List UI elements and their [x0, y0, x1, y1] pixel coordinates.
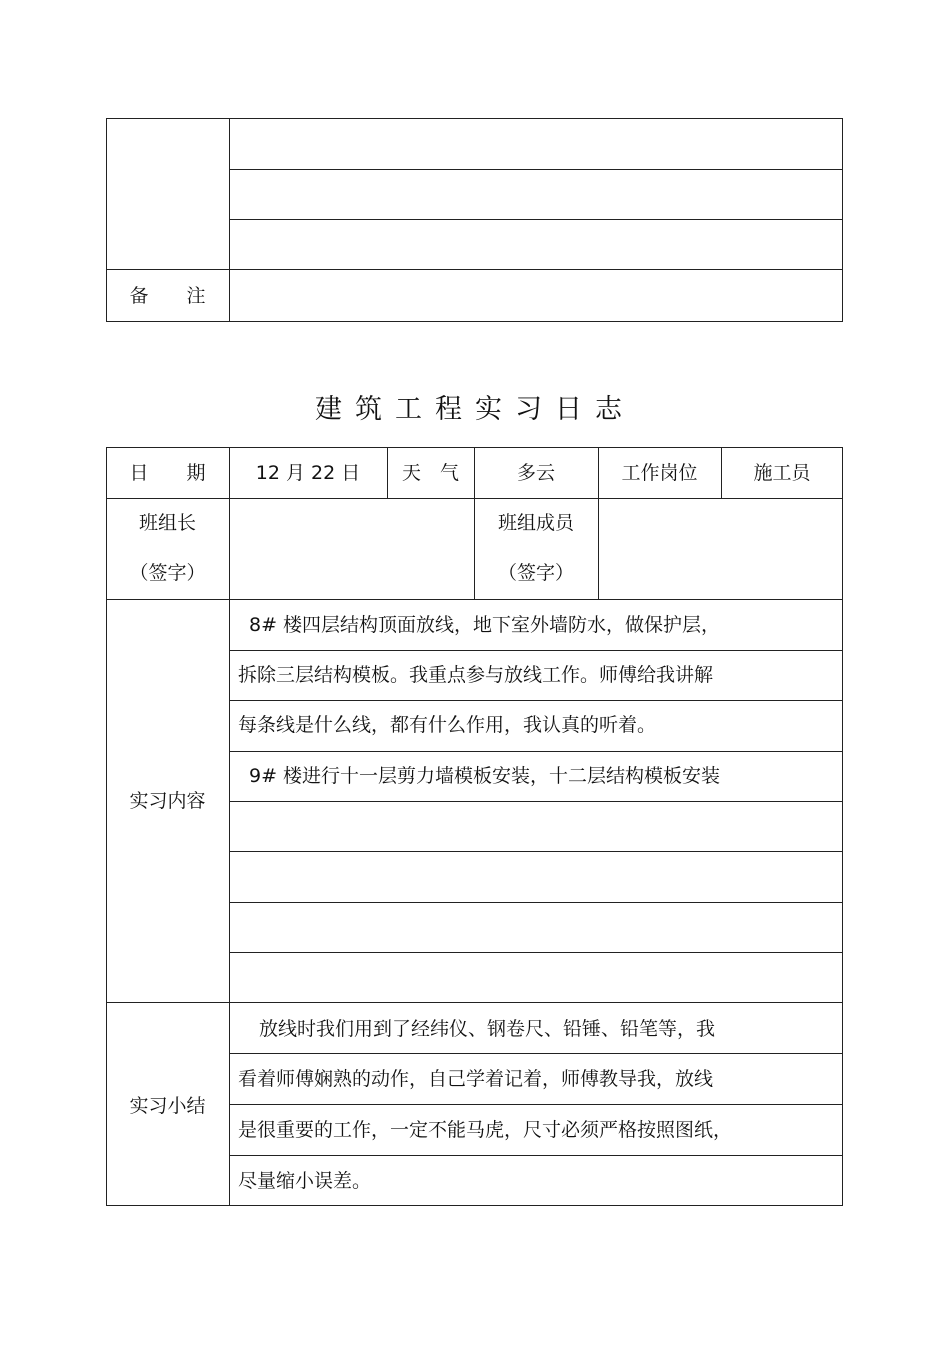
- top-table-row-line: [229, 219, 843, 220]
- summary-row-line: [229, 1155, 843, 1156]
- content-row-line: [229, 751, 843, 752]
- team-members-sign: （签字）: [497, 562, 574, 584]
- weather-value: 多云: [516, 462, 555, 484]
- position-label: 工作岗位: [621, 462, 698, 484]
- summary-line: 看着师傅娴熟的动作，自己学着记着，师傅教导我，放线: [238, 1068, 714, 1090]
- content-row-line: [229, 650, 843, 651]
- team-leader-label: 班组长: [138, 512, 196, 534]
- weather-label: 天 气: [401, 462, 459, 484]
- content-row-line: [229, 902, 843, 903]
- content-row-line: [229, 700, 843, 701]
- team-leader-sign: （签字）: [129, 562, 206, 584]
- summary-line: 尽量缩小误差。: [238, 1170, 372, 1192]
- date-value: 12 月 22 日: [255, 462, 361, 484]
- top-table-row-line: [106, 269, 843, 270]
- summary-row-line: [229, 1053, 843, 1054]
- team-row-bottom: [106, 599, 843, 600]
- position-value: 施工员: [753, 462, 811, 484]
- top-table-row-line: [229, 169, 843, 170]
- content-label: 实习内容: [129, 790, 206, 812]
- content-line: 拆除三层结构模板。我重点参与放线工作。师傅给我讲解: [238, 664, 714, 686]
- team-members-label: 班组成员: [497, 512, 574, 534]
- content-row-line: [229, 801, 843, 802]
- content-row-line: [229, 851, 843, 852]
- label-column-divider: [229, 447, 230, 1206]
- content-line: 9# 楼进行十一层剪力墙模板安装，十二层结构模板安装: [249, 765, 721, 787]
- summary-line: 是很重要的工作，一定不能马虎，尺寸必须严格按照图纸，: [238, 1119, 733, 1141]
- summary-line: 放线时我们用到了经纬仪、钢卷尺、铅锤、铅笔等，我: [259, 1018, 716, 1040]
- page-title: 建筑工程实习日志: [315, 394, 635, 425]
- content-section-bottom: [106, 1002, 843, 1003]
- remarks-label: 备 注: [129, 285, 206, 307]
- content-line: 8# 楼四层结构顶面放线，地下室外墙防水，做保护层，: [249, 614, 721, 636]
- content-row-line: [229, 952, 843, 953]
- summary-label: 实习小结: [129, 1095, 206, 1117]
- top-table-divider: [229, 118, 230, 322]
- date-label: 日 期: [129, 462, 206, 484]
- summary-row-line: [229, 1104, 843, 1105]
- content-line: 每条线是什么线，都有什么作用，我认真的听着。: [238, 714, 657, 736]
